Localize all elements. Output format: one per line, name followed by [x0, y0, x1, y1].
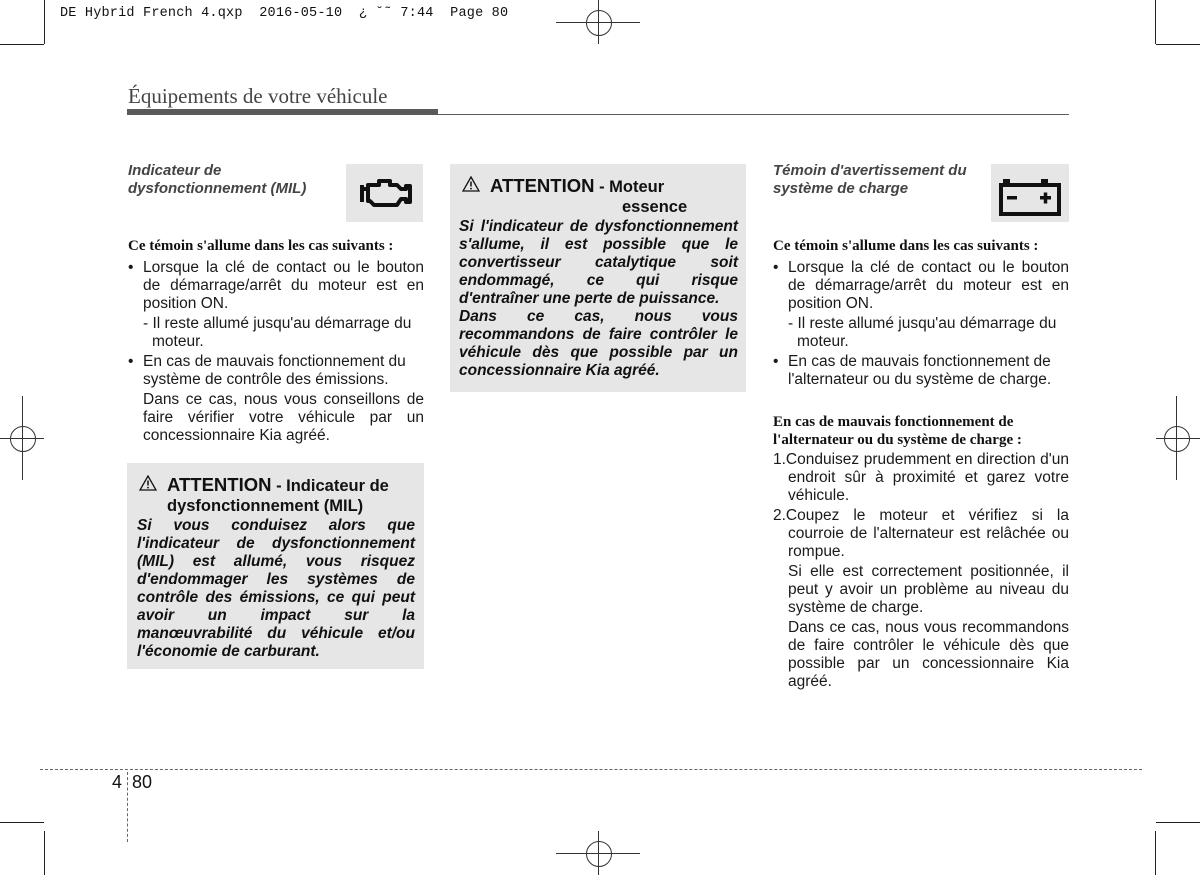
footer-dashed-rule	[40, 769, 1142, 770]
header-rule-thin	[438, 114, 1069, 115]
battery-icon-box	[991, 164, 1069, 222]
footer-dashed-divider	[127, 772, 128, 842]
mil-attention-body: Si vous conduisez alors que l'indicateur de dysfonctionnement (MIL) est allumé, vous risquez d'endommager les systèmes de contrôle des émissions, ce qui peut avoir un impact sur la manœuvrabilité du véhicule et/ou l'économie de carburant.	[137, 517, 415, 660]
charge-steps	[773, 451, 1069, 691]
gasoline-attention-title	[490, 176, 687, 217]
attention-title-rest: - Indicateur de	[271, 477, 389, 495]
gasoline-attention-body	[459, 218, 738, 380]
crop-mark	[44, 0, 45, 44]
print-slug: DE Hybrid French 4.qxp 2016-05-10 ¿ ˘˜ 7:44 Page 80	[60, 6, 509, 21]
chapter-number: 4	[112, 772, 123, 792]
engine-check-icon	[346, 164, 423, 222]
charge-step-1: 1.Conduisez prudemment en direction d'un endroit sûr à proximité et garez votre véhicule.	[773, 451, 1069, 504]
mil-heading-line1: Indicateur de	[128, 162, 222, 179]
crop-mark	[1156, 822, 1200, 823]
crop-mark	[0, 822, 44, 823]
charge-heading-line2: système de charge	[773, 180, 909, 197]
mil-bullet-1-sub: - Il reste allumé jusqu'au démarrage du moteur.	[143, 315, 412, 350]
charge-heading-line1: Témoin d'avertissement du	[773, 162, 967, 179]
crop-mark	[0, 44, 44, 45]
charge-subheading-line1: En cas de mauvais fonctionnement de	[773, 414, 1014, 430]
charge-bullet-1-sub: - Il reste allumé jusqu'au démarrage du moteur.	[788, 315, 1057, 350]
mil-heading-line2: dysfonctionnement (MIL)	[128, 180, 307, 197]
charge-heading	[773, 162, 993, 198]
attention-title-line2: essence	[622, 198, 688, 216]
engine-check-icon-box	[346, 164, 423, 222]
mil-bullet-2: • En cas de mauvais fonctionnement du système de contrôle des émissions.	[128, 353, 424, 389]
section-title: Équipements de votre véhicule	[128, 84, 388, 108]
gasoline-attention-body-2: Dans ce cas, nous vous recommandons de faire contrôler le véhicule dès que possible par un concessionnaire Kia agréé.	[459, 308, 738, 379]
header-rule-thick	[127, 109, 438, 115]
charge-step-2: 2.Coupez le moteur et vérifiez si la courroie de l'alternateur est relâchée ou rompue.	[773, 507, 1069, 560]
charge-lead: Ce témoin s'allume dans les cas suivants :	[773, 238, 1039, 254]
attention-word: ATTENTION	[490, 175, 595, 196]
attention-title-line2: dysfonctionnement (MIL)	[167, 497, 364, 515]
battery-icon	[991, 164, 1069, 222]
charge-subheading-line2: l'alternateur ou du système de charge :	[773, 432, 1022, 448]
charge-step-2-cont-1: Si elle est correctement positionnée, il peut y avoir un problème au niveau du système de charge.	[788, 563, 1069, 616]
crop-mark	[1155, 0, 1156, 44]
mil-heading	[128, 162, 338, 198]
mil-lead: Ce témoin s'allume dans les cas suivants :	[128, 238, 394, 254]
charge-bullet-1: • Lorsque la clé de contact ou le bouton de démarrage/arrêt du moteur est en position ON.	[773, 259, 1069, 313]
warning-triangle-icon	[139, 475, 157, 491]
mil-attention-title	[167, 475, 389, 516]
attention-word: ATTENTION	[167, 474, 272, 495]
charge-body	[773, 259, 1069, 389]
mil-attention-box	[127, 463, 424, 669]
page-number: 80	[132, 772, 153, 792]
mil-bullet-1: • Lorsque la clé de contact ou le bouton de démarrage/arrêt du moteur est en position ON.	[128, 259, 424, 313]
gasoline-attention-body-1: Si l'indicateur de dysfonctionnement s'allume, il est possible que le convertisseur catalytique soit endommagé, ce qui risque d'entraîner une perte de puissance.	[459, 218, 738, 307]
warning-triangle-icon	[462, 176, 480, 192]
attention-title-rest: - Moteur	[594, 178, 665, 196]
crop-mark	[44, 831, 45, 875]
mil-bullet-2-cont: Dans ce cas, nous vous conseillons de faire vérifier votre véhicule par un concessionnaire Kia agréé.	[143, 391, 424, 444]
crop-mark	[1156, 44, 1200, 45]
charge-step-2-cont-2: Dans ce cas, nous vous recommandons de faire contrôler le véhicule dès que possible par un concessionnaire Kia agréé.	[788, 619, 1069, 690]
gasoline-attention-box	[450, 164, 746, 392]
charge-subheading	[773, 413, 1022, 449]
crop-mark	[1155, 831, 1156, 875]
charge-bullet-2: • En cas de mauvais fonctionnement de l'alternateur ou du système de charge.	[773, 353, 1069, 389]
mil-body	[128, 259, 424, 445]
